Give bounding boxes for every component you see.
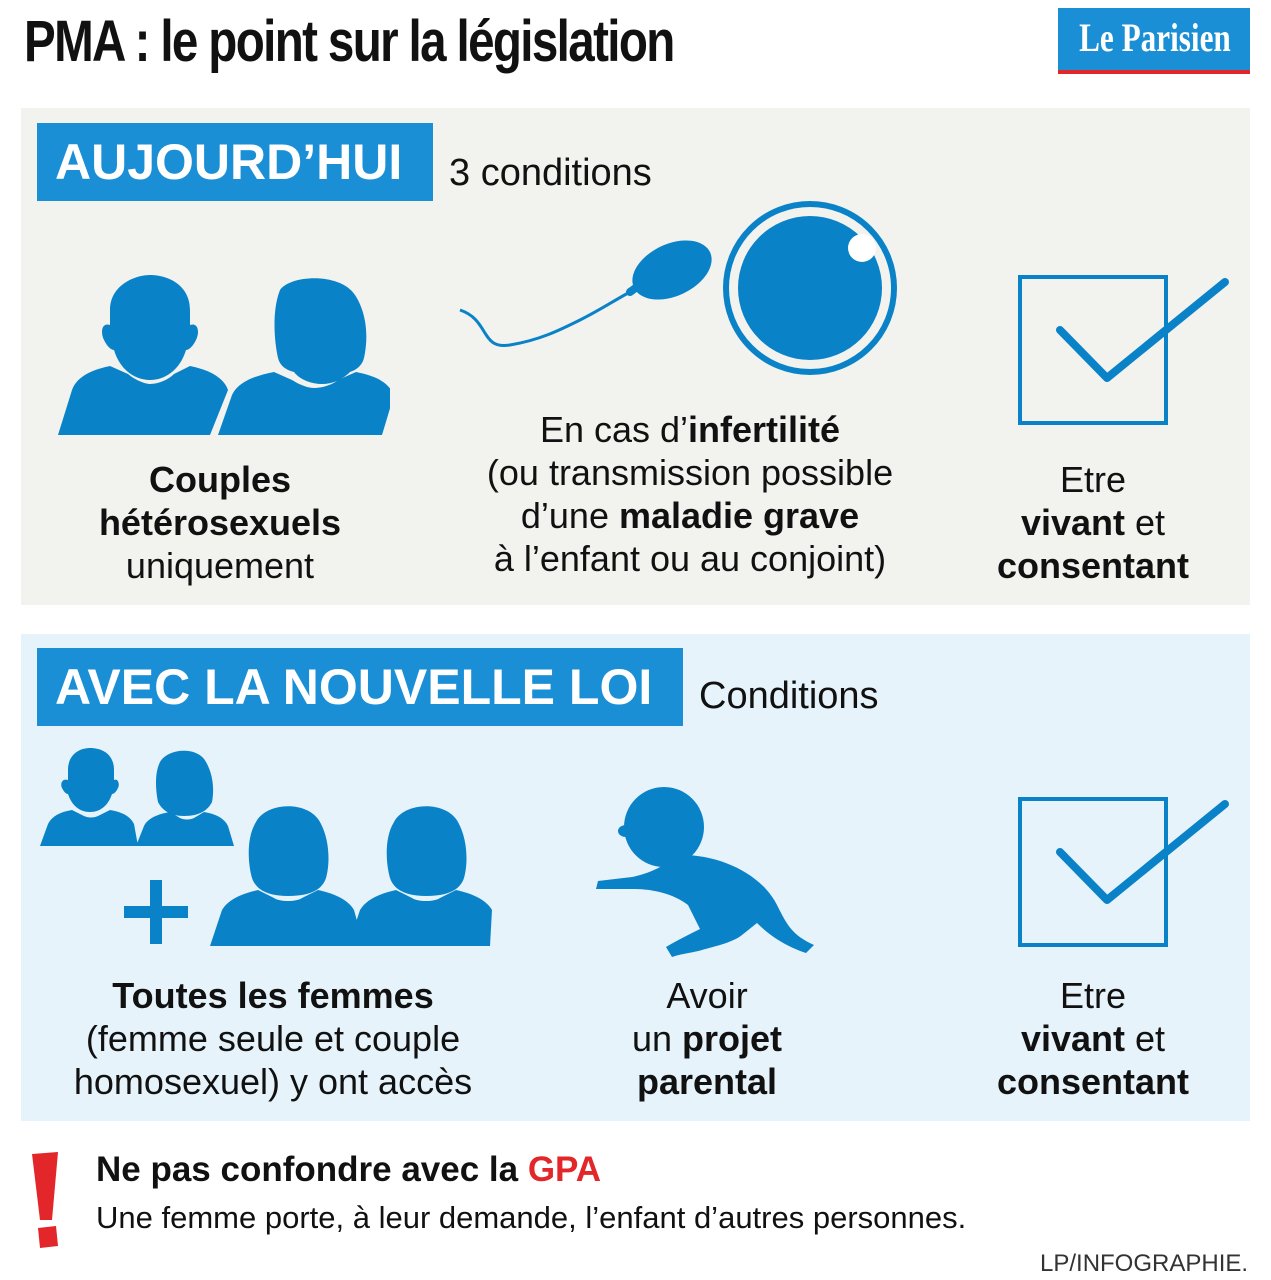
new-law-col3-line1: Etre xyxy=(1059,975,1127,1016)
today-col3-line3: consentant xyxy=(996,545,1190,586)
logo-underline xyxy=(1058,70,1250,74)
today-col1-line2: hétérosexuels xyxy=(98,502,342,543)
new-law-col1-line3: homosexuel) y ont accès xyxy=(73,1061,473,1102)
new-law-col1-line1: Toutes les femmes xyxy=(112,975,434,1016)
today-col2-l3-pre: d’une xyxy=(520,495,619,536)
today-col1-line3: uniquement xyxy=(125,545,315,586)
today-col3-text xyxy=(980,458,1206,587)
all-women-icon xyxy=(38,740,498,950)
new-law-col2-line2-pre: un xyxy=(631,1018,683,1059)
new-law-col2-line3: parental xyxy=(636,1061,778,1102)
credit: LP/INFOGRAPHIE. xyxy=(1040,1250,1249,1277)
today-col2-l1-pre: En cas d’ xyxy=(539,409,689,450)
today-col2-l4: à l’enfant ou au conjoint) xyxy=(493,538,887,579)
new-law-col2-text xyxy=(596,974,818,1103)
today-col2-l1-bold: infertilité xyxy=(688,409,841,450)
new-law-col3-text xyxy=(980,974,1206,1103)
checkbox-icon-2 xyxy=(1015,792,1235,952)
today-col3-line2-rest: et xyxy=(1125,502,1166,543)
today-col1-text xyxy=(60,458,380,587)
today-col3-line2-bold: vivant xyxy=(1020,502,1125,543)
warning-title-gpa: GPA xyxy=(527,1150,602,1189)
new-law-col2-line2-bold: projet xyxy=(682,1018,783,1059)
new-law-col3-line2-bold: vivant xyxy=(1020,1018,1125,1059)
sperm-egg-icon xyxy=(450,200,910,420)
new-law-col2-line1: Avoir xyxy=(666,975,748,1016)
new-law-tag: AVEC LA NOUVELLE LOI xyxy=(37,648,683,726)
today-col3-line1: Etre xyxy=(1059,459,1127,500)
hetero-couple-icon xyxy=(50,270,390,440)
today-col2-l3-bold: maladie grave xyxy=(618,495,860,536)
new-law-subtitle: Conditions xyxy=(699,675,879,717)
new-law-col3-line3: consentant xyxy=(996,1061,1190,1102)
le-parisien-logo xyxy=(1058,8,1250,70)
warning-body: Une femme porte, à leur demande, l’enfant d’autres personnes. xyxy=(96,1200,967,1235)
warning-title-pre: Ne pas confondre avec la xyxy=(96,1150,528,1189)
today-tag: AUJOURD’HUI xyxy=(37,123,433,201)
new-law-col1-text xyxy=(40,974,506,1103)
crawling-baby-icon xyxy=(592,785,822,960)
today-subtitle: 3 conditions xyxy=(449,152,652,194)
page-title: PMA : le point sur la législation xyxy=(24,9,674,74)
today-col1-line1: Couples xyxy=(148,459,291,500)
new-law-col1-line2: (femme seule et couple xyxy=(85,1018,461,1059)
logo-text: Le Parisien xyxy=(1079,15,1231,60)
today-col2-text xyxy=(440,408,940,580)
new-law-col3-line2-rest: et xyxy=(1125,1018,1166,1059)
today-col2-l2: (ou transmission possible xyxy=(486,452,894,493)
warning-title xyxy=(96,1150,601,1190)
checkbox-icon xyxy=(1015,270,1235,430)
exclamation-icon xyxy=(28,1150,70,1250)
